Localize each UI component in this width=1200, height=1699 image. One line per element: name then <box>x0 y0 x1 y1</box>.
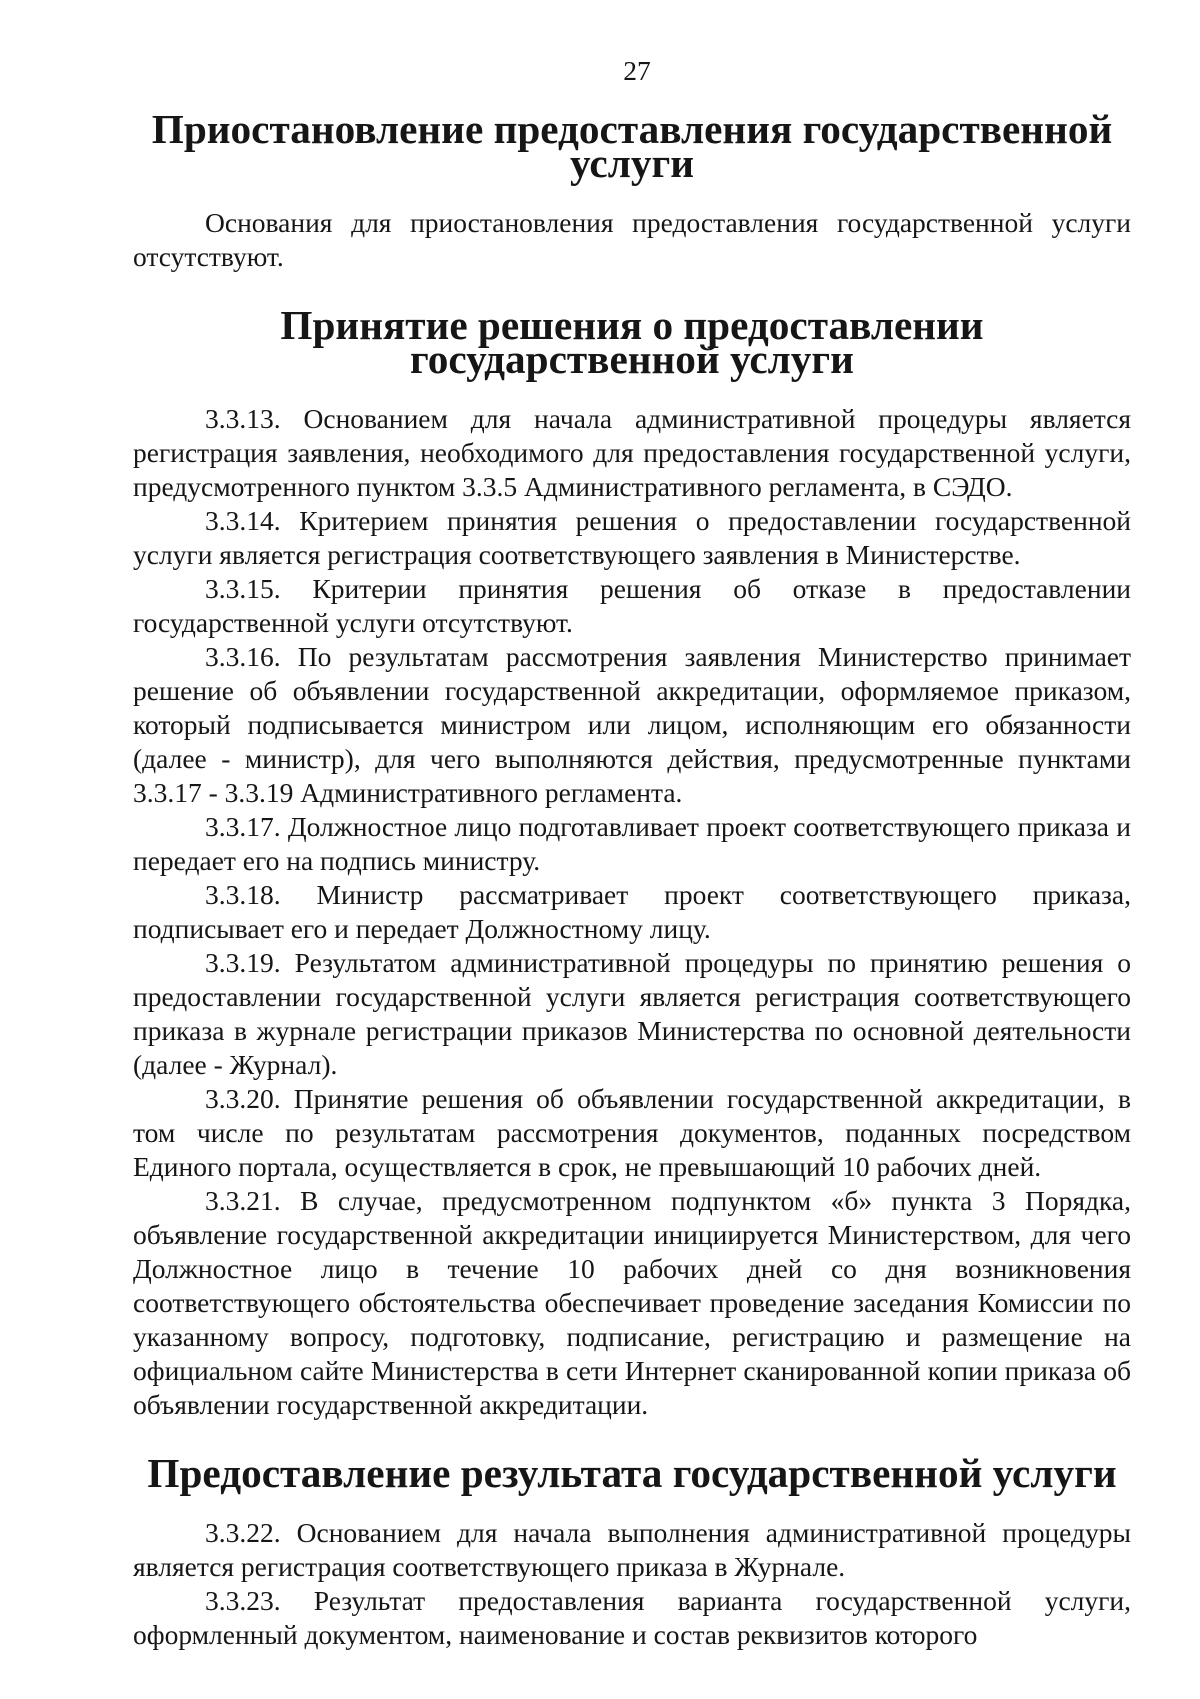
paragraph-3-3-20: 3.3.20. Принятие решения об объявлении государственной аккредитации, в том числе по результатам рассмотрения документов, поданных посредством Единого портала, осуществляется в срок, не превышающий 10 рабочих дней. <box>133 1083 1131 1182</box>
section-suspension <box>133 106 1131 274</box>
section-result <box>133 1450 1131 1652</box>
section-decision <box>133 302 1131 1422</box>
page-number: 27 <box>623 55 651 86</box>
paragraph-3-3-17: 3.3.17. Должностное лицо подготавливает проект соответствующего приказа и передает его на подпись министру. <box>133 811 1131 876</box>
paragraph-3-3-14: 3.3.14. Критерием принятия решения о предоставлении государственной услуги является регистрация соответствующего заявления в Министерстве. <box>133 505 1131 570</box>
paragraph-3-3-22: 3.3.22. Основанием для начала выполнения административной процедуры является регистрация соответствующего приказа в Журнале. <box>133 1517 1131 1582</box>
section-heading: Приостановление предоставления государственной услуги <box>151 106 1113 186</box>
paragraph-3-3-18: 3.3.18. Министр рассматривает проект соответствующего приказа, подписывает его и передает Должностному лицу. <box>133 879 1131 944</box>
paragraph-3-3-16: 3.3.16. По результатам рассмотрения заявления Министерство принимает решение об объявлении государственной аккредитации, оформляемое приказом, который подписывается министром или лицом, исполняющим его обязанности (далее - министр), для чего выполняются действия, предусмотренные пунктами 3.3.17 - 3.3.19 Административного регламента. <box>133 641 1131 808</box>
paragraph-3-3-15: 3.3.15. Критерии принятия решения об отказе в предоставлении государственной услуги отсутствуют. <box>133 573 1131 638</box>
paragraph-3-3-23: 3.3.23. Результат предоставления варианта государственной услуги, оформленный документом, наименование и состав реквизитов которого <box>133 1585 1131 1650</box>
paragraph-3-3-13: 3.3.13. Основанием для начала административной процедуры является регистрация заявления, необходимого для предоставления государственной услуги, предусмотренного пунктом 3.3.5 Административного регламента, в СЭДО. <box>133 403 1131 502</box>
paragraph-3-3-21: 3.3.21. В случае, предусмотренном подпунктом «б» пункта 3 Порядка, объявление государственной аккредитации инициируется Министерством, для чего Должностное лицо в течение 10 рабочих дней со дня возникновения соответствующего обстоятельства обеспечивает проведение заседания Комиссии по указанному вопросу, подготовку, подписание, регистрацию и размещение на официальном сайте Министерства в сети Интернет сканированной копии приказа об объявлении государственной аккредитации. <box>133 1185 1131 1420</box>
paragraph: Основания для приостановления предоставления государственной услуги отсутствуют. <box>133 207 1131 272</box>
document-page <box>133 54 1131 1652</box>
paragraph-3-3-19: 3.3.19. Результатом административной процедуры по принятию решения о предоставлении государственной услуги является регистрация соответствующего приказа в журнале регистрации приказов Министерства по основной деятельности (далее - Журнал). <box>133 947 1131 1080</box>
section-heading: Принятие решения о предоставлении государственной услуги <box>280 302 984 382</box>
section-heading: Предоставление результата государственной услуги <box>147 1450 1117 1496</box>
